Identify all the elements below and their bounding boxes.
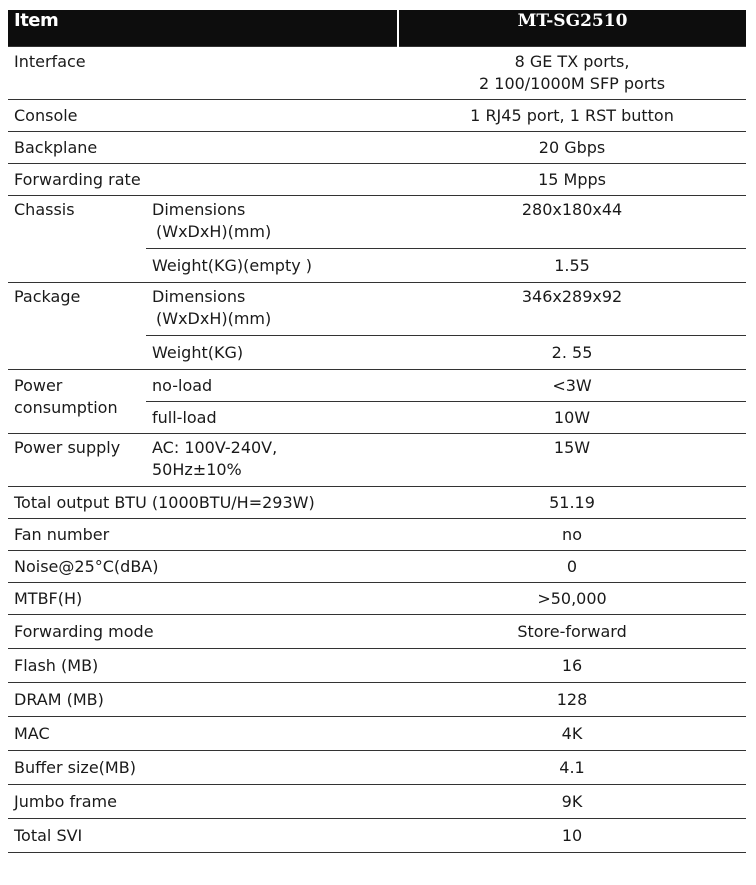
table-row-mac (8, 717, 746, 751)
row-label: Total output BTU (1000BTU/H=293W) (8, 487, 398, 519)
row-value: 2. 55 (398, 336, 746, 370)
sub-label: no-load (146, 370, 398, 402)
row-value: 280x180x44 (398, 196, 746, 249)
row-value: 9K (398, 785, 746, 819)
sub-label: Weight(KG)(empty ) (146, 249, 398, 283)
header-item: Item (8, 10, 398, 47)
sub-label-line: Dimensions (152, 200, 246, 219)
table-row-buffer (8, 751, 746, 785)
table-row-jumbo (8, 785, 746, 819)
row-value: 1 RJ45 port, 1 RST button (398, 100, 746, 132)
row-label: Jumbo frame (8, 785, 398, 819)
row-value: 4K (398, 717, 746, 751)
sub-label-line: (WxDxH)(mm) (156, 309, 272, 328)
table-row-console (8, 100, 746, 132)
row-label: Total SVI (8, 819, 398, 853)
row-value: 1.55 (398, 249, 746, 283)
row-value: 15 Mpps (398, 164, 746, 196)
value-line: 2 100/1000M SFP ports (479, 74, 666, 93)
table-row-interface (8, 47, 746, 100)
group-label-power-consumption (8, 370, 146, 434)
sub-label-line: AC: 100V-240V, (152, 438, 278, 457)
table-row-noise (8, 551, 746, 583)
group-label-line: consumption (14, 398, 118, 417)
row-label: Console (8, 100, 398, 132)
sub-label (146, 434, 398, 487)
header-row (8, 10, 746, 47)
sub-label-line: (WxDxH)(mm) (156, 222, 272, 241)
table-row-fan (8, 519, 746, 551)
group-label-line: Power (14, 376, 63, 395)
table-row-flash (8, 649, 746, 683)
row-value: 51.19 (398, 487, 746, 519)
row-label: Buffer size(MB) (8, 751, 398, 785)
row-value: 4.1 (398, 751, 746, 785)
sub-label: full-load (146, 402, 398, 434)
sub-label (146, 283, 398, 336)
row-label: Forwarding mode (8, 615, 398, 649)
row-label: Forwarding rate (8, 164, 398, 196)
table-row-forwarding-mode (8, 615, 746, 649)
header-model: MT-SG2510 (398, 10, 746, 47)
row-value: Store-forward (398, 615, 746, 649)
table-row-dram (8, 683, 746, 717)
row-label: Backplane (8, 132, 398, 164)
row-label: Power supply (8, 434, 146, 487)
row-value: no (398, 519, 746, 551)
table-row-backplane (8, 132, 746, 164)
table-row-svi (8, 819, 746, 853)
group-label-package: Package (8, 283, 146, 370)
row-label: MTBF(H) (8, 583, 398, 615)
row-value: 15W (398, 434, 746, 487)
sub-label (146, 196, 398, 249)
spec-table (8, 10, 746, 853)
row-value: >50,000 (398, 583, 746, 615)
row-value: 0 (398, 551, 746, 583)
group-label-chassis: Chassis (8, 196, 146, 283)
row-value: 128 (398, 683, 746, 717)
row-value: 346x289x92 (398, 283, 746, 336)
table-row-power-no-load (8, 370, 746, 402)
table-row-btu (8, 487, 746, 519)
table-row-mtbf (8, 583, 746, 615)
row-value: 20 Gbps (398, 132, 746, 164)
row-value: 10W (398, 402, 746, 434)
value-line: 8 GE TX ports, (514, 52, 630, 71)
sub-label: Weight(KG) (146, 336, 398, 370)
row-value (398, 47, 746, 100)
table-row-package-dimensions (8, 283, 746, 336)
table-row-forwarding-rate (8, 164, 746, 196)
row-value: 16 (398, 649, 746, 683)
row-label: Flash (MB) (8, 649, 398, 683)
row-label: DRAM (MB) (8, 683, 398, 717)
table-row-chassis-dimensions (8, 196, 746, 249)
row-label: Noise@25°C(dBA) (8, 551, 398, 583)
row-label: Interface (8, 47, 398, 100)
table-row-power-supply (8, 434, 746, 487)
sub-label-line: 50Hz±10% (152, 460, 242, 479)
row-value: <3W (398, 370, 746, 402)
row-label: Fan number (8, 519, 398, 551)
sub-label-line: Dimensions (152, 287, 246, 306)
row-label: MAC (8, 717, 398, 751)
row-value: 10 (398, 819, 746, 853)
